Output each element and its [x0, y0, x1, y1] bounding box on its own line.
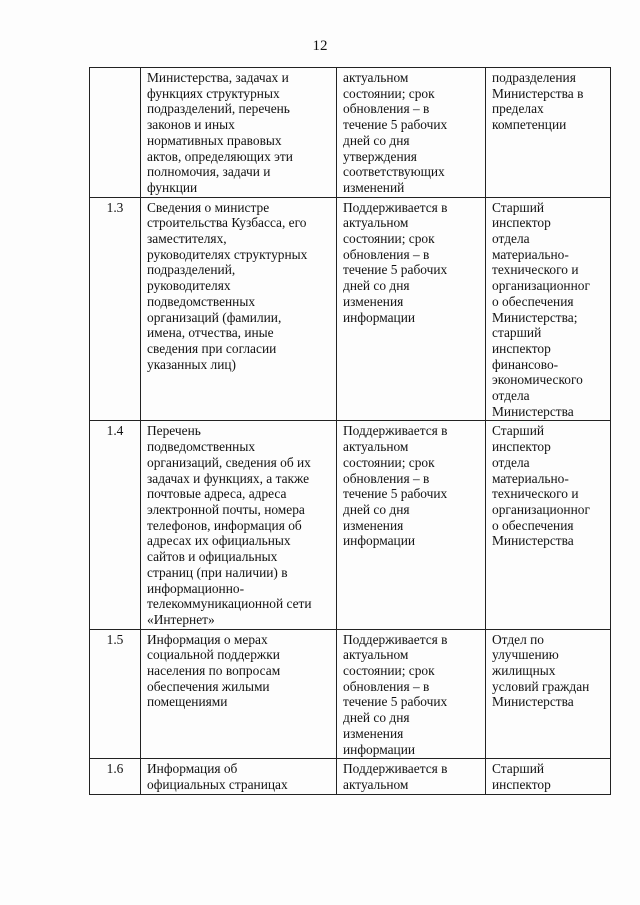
- cell-text-line: актуальном: [343, 647, 409, 663]
- cell-text-line: законов и иных: [147, 117, 235, 133]
- cell-text-line: Министерства, задачах и: [147, 70, 289, 85]
- cell-text-line: указанных лиц): [147, 356, 237, 372]
- cell-text-line: Сведения о министре: [147, 199, 270, 215]
- cell-text-line: о обеспечения: [492, 517, 574, 533]
- cell-text-line: изменений: [343, 179, 405, 195]
- cell-text-line: Старший: [492, 199, 545, 215]
- table-row: [90, 421, 611, 629]
- cell-text-line: жилищных: [492, 663, 556, 679]
- cell-text-line: Перечень: [147, 423, 201, 439]
- responsible-cell: [486, 197, 611, 421]
- cell-text-line: отдела: [492, 388, 530, 404]
- cell-text-line: изменения: [343, 293, 404, 309]
- cell-text-line: информации: [343, 309, 416, 325]
- cell-text-line: обеспечения жилыми: [147, 678, 270, 694]
- update-period-cell: [337, 421, 486, 629]
- table-row: [90, 759, 611, 794]
- cell-text-line: Поддерживается в: [343, 423, 448, 439]
- cell-text-line: помещениями: [147, 694, 228, 710]
- cell-text-line: обновления – в: [343, 678, 430, 694]
- cell-text-line: технического и: [492, 262, 579, 278]
- table-row: [90, 197, 611, 421]
- cell-text-line: дней со дня: [343, 710, 410, 726]
- cell-text-line: подразделений, перечень: [147, 101, 290, 117]
- cell-text-line: технического и: [492, 486, 579, 502]
- cell-text-line: строительства Кузбасса, его: [147, 215, 307, 231]
- cell-text-line: почтовые адреса, адреса: [147, 486, 287, 502]
- cell-text-line: телефонов, информация об: [147, 517, 302, 533]
- cell-text-line: Информация об: [147, 761, 238, 777]
- item-number-cell: [90, 68, 141, 198]
- cell-text-line: Старший: [492, 423, 545, 439]
- cell-text-line: обновления – в: [343, 470, 430, 486]
- cell-text-line: адресах их официальных: [147, 533, 291, 549]
- cell-text-line: изменения: [343, 725, 404, 741]
- item-name-cell: [141, 629, 337, 759]
- cell-text-line: функции: [147, 179, 198, 195]
- cell-text-line: функциях структурных: [147, 85, 280, 101]
- cell-text-line: пределах: [492, 101, 544, 117]
- cell-text-line: Старший: [492, 761, 545, 777]
- responsible-cell: [486, 629, 611, 759]
- responsible-cell: [486, 68, 611, 198]
- cell-text-line: старший: [492, 325, 542, 341]
- cell-text-line: инспектор: [492, 439, 551, 455]
- cell-text-line: инспектор: [492, 776, 551, 792]
- cell-text-line: подведомственных: [147, 293, 256, 309]
- cell-text-line: Министерства: [492, 403, 574, 419]
- table-row: [90, 629, 611, 759]
- cell-text-line: руководителях: [147, 278, 231, 294]
- update-period-cell: [337, 197, 486, 421]
- cell-text-line: имена, отчества, иные: [147, 325, 274, 341]
- cell-text-line: организаций, сведения об их: [147, 454, 311, 470]
- cell-text-line: информации: [343, 741, 416, 757]
- table-row: [90, 68, 611, 198]
- cell-text-line: организаций (фамилии,: [147, 309, 282, 325]
- information-table: [89, 67, 611, 795]
- cell-text-line: информации: [343, 533, 416, 549]
- item-name-cell: [141, 197, 337, 421]
- table-body: [90, 68, 611, 795]
- cell-text-line: Министерства: [492, 533, 574, 549]
- cell-text-line: «Интернет»: [147, 611, 215, 627]
- cell-text-line: инспектор: [492, 340, 551, 356]
- cell-text-line: организационног: [492, 501, 590, 517]
- cell-text-line: электронной почты, номера: [147, 501, 305, 517]
- cell-text-line: экономического: [492, 372, 583, 388]
- cell-text-line: сведения при согласии: [147, 340, 277, 356]
- cell-text-line: страниц (при наличии) в: [147, 564, 288, 580]
- item-number-cell: 1.5: [90, 629, 141, 759]
- cell-text-line: информационно-: [147, 580, 245, 596]
- cell-text-line: актов, определяющих эти: [147, 148, 293, 164]
- cell-text-line: состоянии; срок: [343, 85, 435, 101]
- cell-text-line: финансово-: [492, 356, 559, 372]
- cell-text-line: соответствующих: [343, 164, 445, 180]
- cell-text-line: Министерства: [492, 694, 574, 710]
- cell-text-line: подразделения: [492, 70, 576, 85]
- cell-text-line: утверждения: [343, 148, 417, 164]
- cell-text-line: материально-: [492, 246, 569, 262]
- cell-text-line: изменения: [343, 517, 404, 533]
- cell-text-line: отдела: [492, 454, 530, 470]
- cell-text-line: подразделений,: [147, 262, 236, 278]
- cell-text-line: улучшению: [492, 647, 559, 663]
- update-period-cell: [337, 759, 486, 794]
- cell-text-line: заместителях,: [147, 231, 227, 247]
- cell-text-line: полномочия, задачи и: [147, 164, 271, 180]
- item-name-cell: [141, 421, 337, 629]
- cell-text-line: дней со дня: [343, 501, 410, 517]
- cell-text-line: обновления – в: [343, 101, 430, 117]
- cell-text-line: актуальном: [343, 70, 409, 85]
- cell-text-line: Поддерживается в: [343, 761, 448, 777]
- cell-text-line: нормативных правовых: [147, 132, 282, 148]
- cell-text-line: организационног: [492, 278, 590, 294]
- cell-text-line: социальной поддержки: [147, 647, 280, 663]
- cell-text-line: официальных страницах: [147, 776, 288, 792]
- cell-text-line: актуальном: [343, 215, 409, 231]
- cell-text-line: течение 5 рабочих: [343, 486, 448, 502]
- item-name-cell: [141, 759, 337, 794]
- cell-text-line: течение 5 рабочих: [343, 117, 448, 133]
- cell-text-line: телекоммуникационной сети: [147, 596, 312, 612]
- cell-text-line: условий граждан: [492, 678, 590, 694]
- cell-text-line: Информация о мерах: [147, 631, 268, 647]
- responsible-cell: [486, 421, 611, 629]
- cell-text-line: течение 5 рабочих: [343, 262, 448, 278]
- cell-text-line: населения по вопросам: [147, 663, 281, 679]
- cell-text-line: состоянии; срок: [343, 231, 435, 247]
- cell-text-line: материально-: [492, 470, 569, 486]
- responsible-cell: [486, 759, 611, 794]
- cell-text-line: руководителях структурных: [147, 246, 308, 262]
- item-number-cell: 1.3: [90, 197, 141, 421]
- cell-text-line: дней со дня: [343, 278, 410, 294]
- cell-text-line: сайтов и официальных: [147, 549, 278, 565]
- cell-text-line: актуальном: [343, 439, 409, 455]
- item-name-cell: [141, 68, 337, 198]
- update-period-cell: [337, 629, 486, 759]
- item-number-cell: 1.6: [90, 759, 141, 794]
- cell-text-line: актуальном: [343, 776, 409, 792]
- cell-text-line: Министерства в: [492, 85, 584, 101]
- cell-text-line: о обеспечения: [492, 293, 574, 309]
- cell-text-line: Министерства;: [492, 309, 578, 325]
- page-number: 12: [312, 38, 328, 54]
- cell-text-line: обновления – в: [343, 246, 430, 262]
- cell-text-line: состоянии; срок: [343, 454, 435, 470]
- cell-text-line: задачах и функциях, а также: [147, 470, 310, 486]
- cell-text-line: подведомственных: [147, 439, 256, 455]
- item-number-cell: 1.4: [90, 421, 141, 629]
- cell-text-line: дней со дня: [343, 132, 410, 148]
- cell-text-line: отдела: [492, 231, 530, 247]
- update-period-cell: [337, 68, 486, 198]
- cell-text-line: Поддерживается в: [343, 631, 448, 647]
- cell-text-line: состоянии; срок: [343, 663, 435, 679]
- cell-text-line: компетенции: [492, 117, 567, 133]
- cell-text-line: Отдел по: [492, 631, 544, 647]
- cell-text-line: течение 5 рабочих: [343, 694, 448, 710]
- cell-text-line: Поддерживается в: [343, 199, 448, 215]
- cell-text-line: инспектор: [492, 215, 551, 231]
